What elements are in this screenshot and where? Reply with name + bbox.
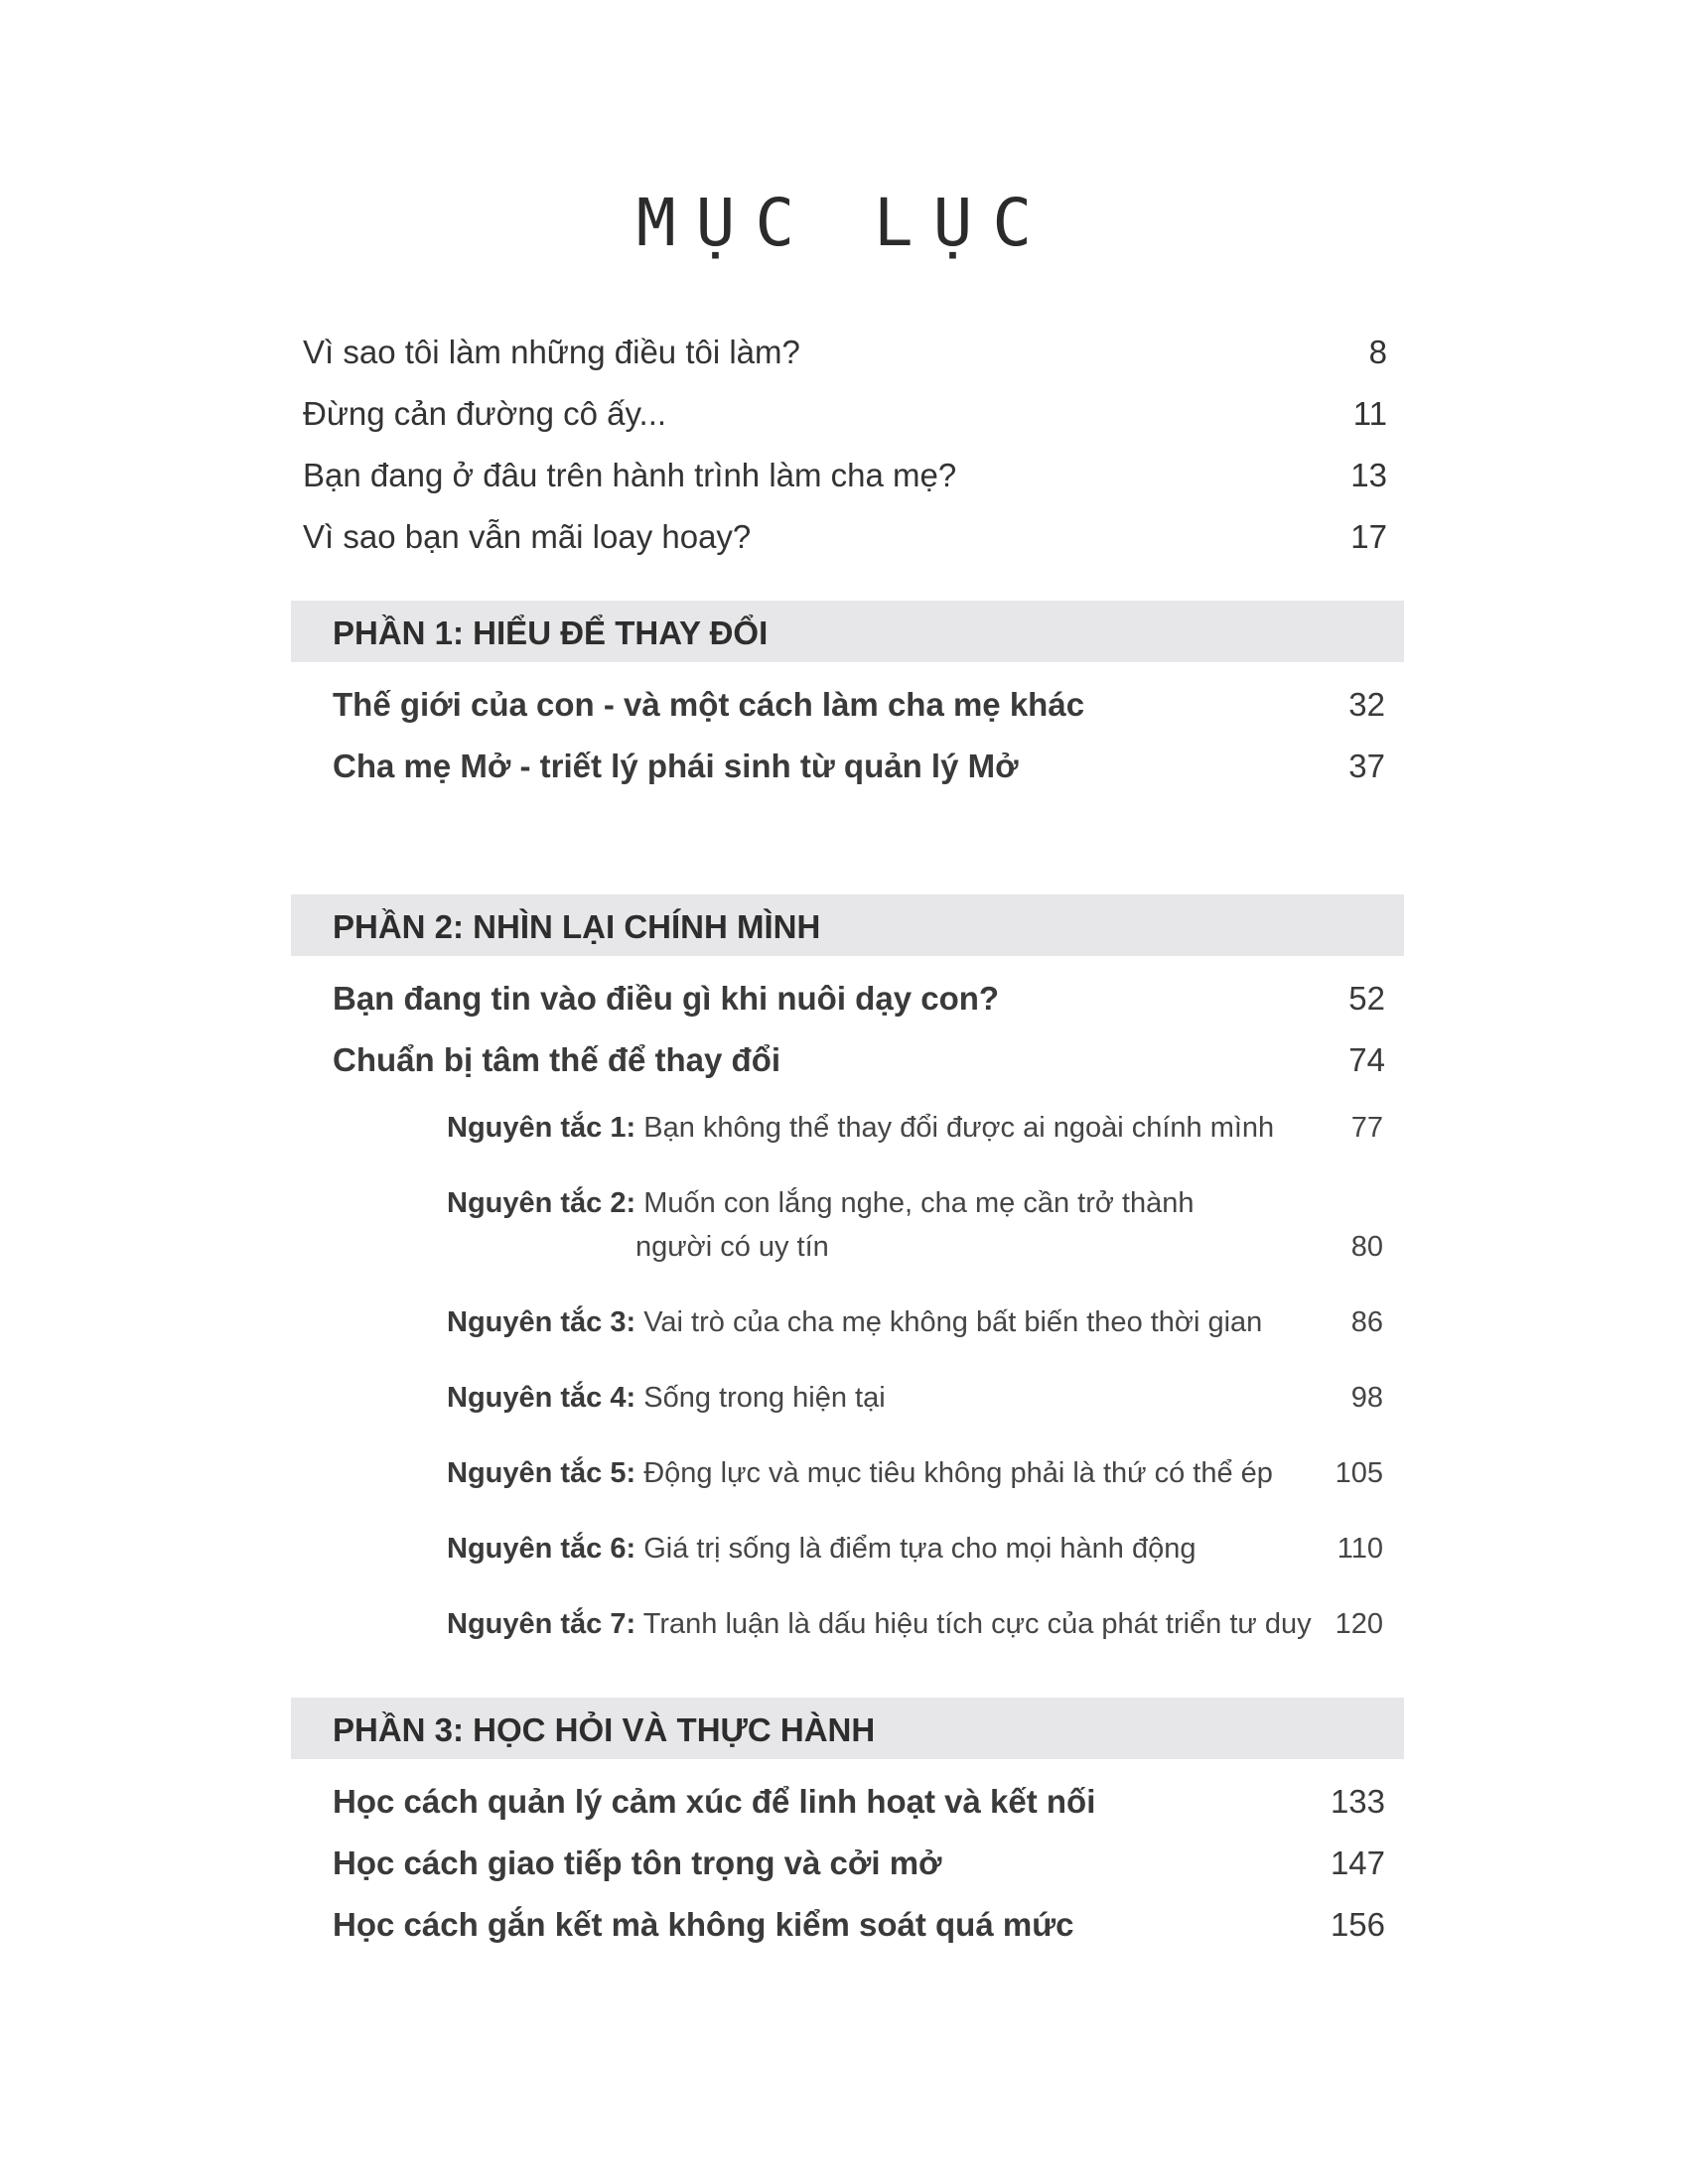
principle-text: Muốn con lắng nghe, cha mẹ cần trở thành [643, 1187, 1195, 1219]
principle-text: Vai trò của cha mẹ không bất biến theo thời gian [643, 1306, 1263, 1338]
toc-principle-continuation[interactable] [635, 1225, 1383, 1269]
toc-chapter-page: 74 [1348, 1041, 1385, 1078]
toc-principle[interactable] [447, 1300, 1383, 1344]
toc-entry-page: 8 [1368, 334, 1387, 370]
principle-text: Tranh luận là dấu hiệu tích cực của phát triển tư duy [642, 1608, 1312, 1640]
toc-entry-page: 13 [1350, 457, 1387, 493]
toc-chapter[interactable] [333, 1035, 1385, 1085]
page-title: MỤC LỤC [635, 185, 1053, 261]
toc-chapter[interactable] [333, 974, 1385, 1024]
toc-chapter-label: Học cách quản lý cảm xúc để linh hoạt và kết nối [333, 1783, 1096, 1820]
toc-chapter-page: 32 [1348, 686, 1385, 723]
principle-text: Giá trị sống là điểm tựa cho mọi hành động [643, 1533, 1196, 1565]
toc-chapter-page: 133 [1330, 1783, 1385, 1820]
toc-chapter[interactable] [333, 742, 1385, 791]
toc-principle[interactable] [447, 1602, 1383, 1646]
toc-entry-label: Bạn đang ở đâu trên hành trình làm cha mẹ? [303, 457, 957, 493]
toc-principle[interactable] [447, 1451, 1383, 1495]
toc-principle-page: 80 [1350, 1231, 1383, 1263]
toc-chapter-label: Thế giới của con - và một cách làm cha mẹ khác [333, 686, 1085, 723]
toc-chapter-label: Học cách gắn kết mà không kiểm soát quá mức [333, 1906, 1074, 1943]
toc-entry[interactable] [303, 389, 1387, 439]
section-header-part-2 [291, 894, 1404, 956]
principle-key: Nguyên tắc 5: [447, 1457, 636, 1489]
toc-entry-page: 17 [1350, 518, 1387, 555]
principle-text: Sống trong hiện tại [643, 1382, 886, 1414]
principle-key: Nguyên tắc 4: [447, 1382, 636, 1414]
toc-entry[interactable] [303, 512, 1387, 562]
toc-chapter-label: Học cách giao tiếp tôn trọng và cởi mở [333, 1844, 942, 1881]
toc-principle-page: 77 [1350, 1112, 1383, 1144]
toc-principle-page: 120 [1335, 1608, 1383, 1640]
toc-principle-page: 98 [1350, 1382, 1383, 1414]
toc-entry-label: Vì sao tôi làm những điều tôi làm? [303, 334, 800, 370]
principle-text-continued: người có uy tín [635, 1231, 829, 1263]
toc-chapter-page: 147 [1330, 1844, 1385, 1881]
section-title: PHẦN 1: HIỂU ĐỂ THAY ĐỔI [333, 614, 769, 651]
section-header-part-1 [291, 601, 1404, 662]
section-header-part-3 [291, 1698, 1404, 1759]
toc-entry-page: 11 [1352, 395, 1387, 432]
toc-entry[interactable] [303, 451, 1387, 500]
toc-principle-page: 110 [1336, 1533, 1383, 1565]
toc-chapter-page: 156 [1330, 1906, 1385, 1943]
toc-principle[interactable] [447, 1376, 1383, 1420]
toc-principle-page: 86 [1350, 1306, 1383, 1338]
section-title: PHẦN 3: HỌC HỎI VÀ THỰC HÀNH [333, 1711, 876, 1748]
toc-chapter[interactable] [333, 680, 1385, 730]
toc-chapter-label: Bạn đang tin vào điều gì khi nuôi dạy con? [333, 980, 1000, 1017]
principle-key: Nguyên tắc 1: [447, 1112, 636, 1144]
principle-text: Bạn không thể thay đổi được ai ngoài chính mình [643, 1112, 1275, 1144]
toc-entry[interactable] [303, 328, 1387, 377]
toc-chapter-label: Chuẩn bị tâm thế để thay đổi [333, 1041, 781, 1078]
principle-text: Động lực và mục tiêu không phải là thứ có thể ép [643, 1457, 1273, 1489]
toc-chapter-page: 37 [1348, 748, 1385, 784]
toc-entry-label: Vì sao bạn vẫn mãi loay hoay? [303, 518, 752, 555]
toc-principle[interactable] [447, 1181, 1383, 1225]
toc-principle-page: 105 [1335, 1457, 1383, 1489]
toc-entry-label: Đừng cản đường cô ấy... [303, 395, 667, 432]
toc-chapter[interactable] [333, 1839, 1385, 1888]
toc-chapter-label: Cha mẹ Mở - triết lý phái sinh từ quản lý Mở [333, 748, 1019, 784]
principle-key: Nguyên tắc 7: [447, 1608, 636, 1640]
principle-key: Nguyên tắc 2: [447, 1187, 636, 1219]
section-title: PHẦN 2: NHÌN LẠI CHÍNH MÌNH [333, 908, 821, 945]
toc-principle[interactable] [447, 1527, 1383, 1570]
principle-key: Nguyên tắc 6: [447, 1533, 636, 1565]
toc-chapter[interactable] [333, 1900, 1385, 1950]
toc-chapter-page: 52 [1348, 980, 1385, 1017]
toc-chapter[interactable] [333, 1777, 1385, 1827]
toc-principle[interactable] [447, 1106, 1383, 1150]
principle-key: Nguyên tắc 3: [447, 1306, 636, 1338]
